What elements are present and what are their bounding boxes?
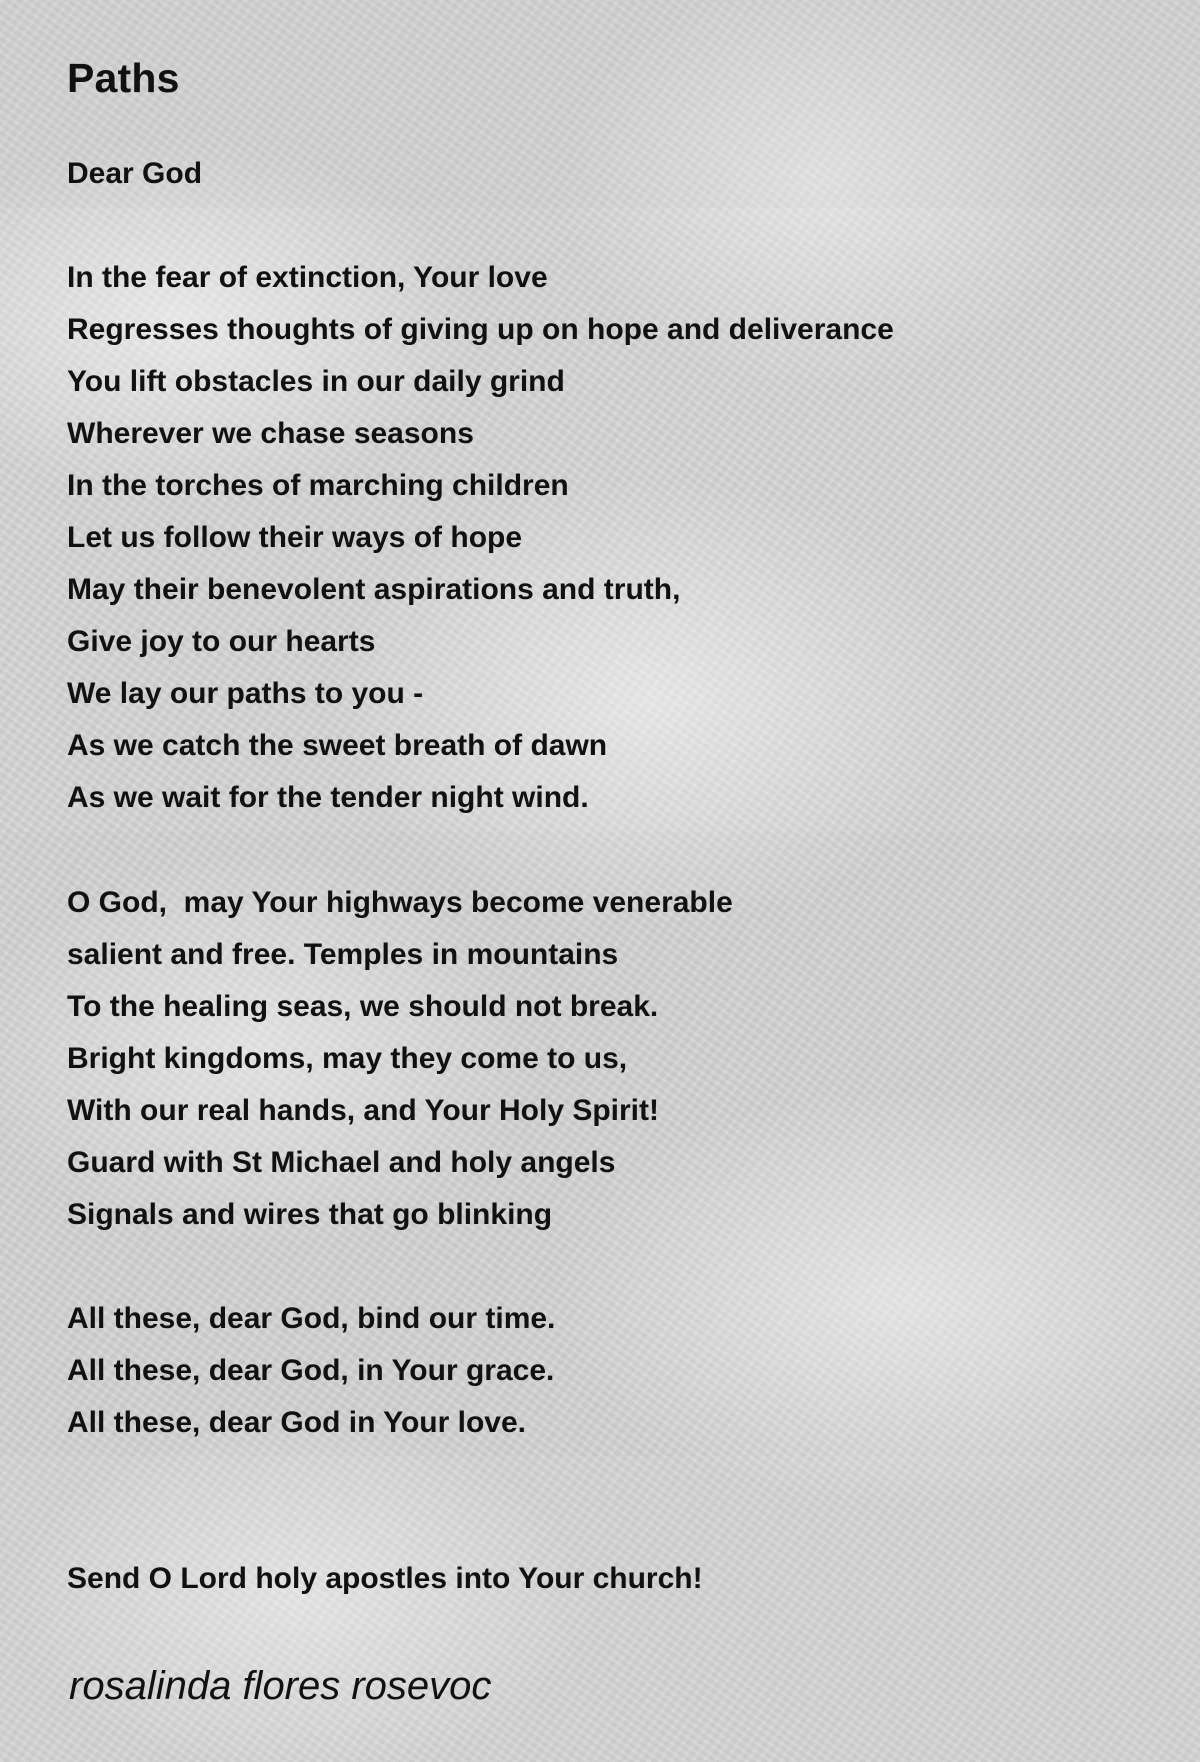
poem-line: Send O Lord holy apostles into Your church! <box>67 1562 703 1595</box>
stanza-5 <box>67 1553 703 1605</box>
poem-line: Guard with St Michael and holy angels <box>67 1146 616 1179</box>
poem-line: In the fear of extinction, Your love <box>67 261 548 294</box>
stanza-4 <box>67 1293 555 1449</box>
poem-line: To the healing seas, we should not break. <box>67 990 659 1023</box>
poem-line: Regresses thoughts of giving up on hope and deliverance <box>67 313 894 346</box>
poem-line: We lay our paths to you - <box>67 677 424 710</box>
poem-line: Wherever we chase seasons <box>67 417 474 450</box>
poem-line: All these, dear God, bind our time. <box>67 1302 556 1335</box>
poem-line: As we catch the sweet breath of dawn <box>67 729 608 762</box>
poem-line: You lift obstacles in our daily grind <box>67 365 565 398</box>
poem-line: O God, may Your highways become venerable <box>67 886 733 919</box>
stanza-3 <box>67 877 733 1241</box>
stanza-1 <box>67 148 202 200</box>
background-band <box>0 1456 1200 1762</box>
poem-title: Paths <box>67 55 180 101</box>
poem-line: Bright kingdoms, may they come to us, <box>67 1042 628 1075</box>
stanza-2 <box>67 252 894 824</box>
poem-line: May their benevolent aspirations and truth, <box>67 573 681 606</box>
poem-line: Signals and wires that go blinking <box>67 1198 553 1231</box>
poem-line: Give joy to our hearts <box>67 625 376 658</box>
poem-line: Let us follow their ways of hope <box>67 521 523 554</box>
poem-author: rosalinda flores rosevoc <box>69 1664 492 1708</box>
poem-line: In the torches of marching children <box>67 469 569 502</box>
poem-line: salient and free. Temples in mountains <box>67 938 619 971</box>
poem-line: Dear God <box>67 157 203 190</box>
poem-line: As we wait for the tender night wind. <box>67 781 589 814</box>
poem-line: All these, dear God in Your love. <box>67 1406 526 1439</box>
poem-line: All these, dear God, in Your grace. <box>67 1354 555 1387</box>
poem-line: With our real hands, and Your Holy Spirit! <box>67 1094 660 1127</box>
